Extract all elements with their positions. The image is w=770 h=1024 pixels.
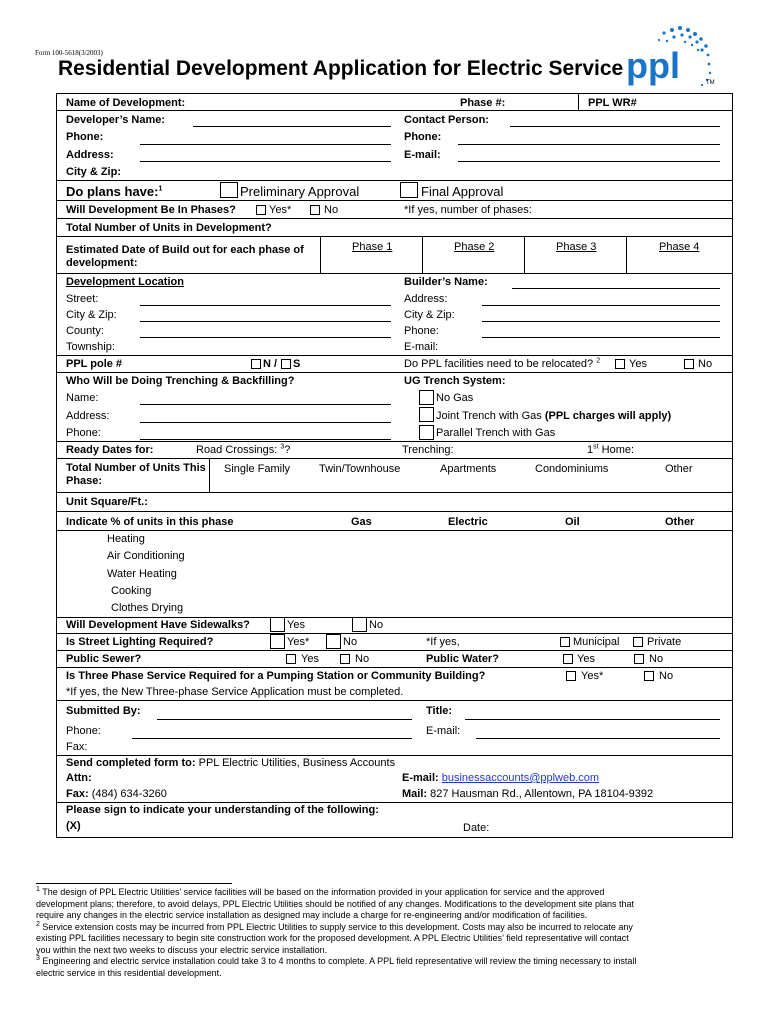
trench-address-field[interactable] (140, 422, 391, 423)
development-location-heading: Development Location (66, 276, 184, 288)
relocate-yes-checkbox[interactable] (615, 359, 625, 369)
three-phase-no-label: No (659, 670, 674, 682)
percent-row-heating: Heating (107, 533, 145, 545)
sidewalks-yes-label: Yes (287, 619, 305, 631)
contact-phone-label: Phone: (404, 131, 442, 143)
lighting-if-yes: *If yes, (426, 636, 460, 648)
plans-label: Do plans have:$^1$ (66, 184, 163, 199)
trenching-date-label: Trenching: (402, 444, 454, 456)
developer-address-field[interactable] (140, 161, 391, 162)
number-of-phases-label: *If yes, number of phases: (404, 204, 532, 216)
sidewalks-question: Will Development Have Sidewalks? (66, 619, 250, 631)
percent-col-electric: Electric (448, 516, 488, 528)
trenching-who-label: Who Will be Doing Trenching & Backfilling? (66, 375, 295, 387)
lighting-private-label: Private (647, 636, 682, 648)
form-number: Form 100-5618(3/2003) (35, 49, 103, 57)
phases-question: Will Development Be In Phases? (66, 204, 236, 216)
signature-x: (X) (66, 820, 81, 832)
page-title: Residential Development Application for Electric Service (58, 57, 624, 80)
contact-email-field[interactable] (458, 161, 720, 162)
percent-row-cooking: Cooking (111, 585, 152, 597)
developer-phone-field[interactable] (140, 144, 391, 145)
unit-type-single-family: Single Family (224, 463, 291, 475)
township-label: Township: (66, 341, 115, 353)
footnote-3b: electric service in this residential development. (36, 967, 222, 978)
sewer-no-checkbox[interactable] (340, 654, 350, 664)
lighting-yes-label: Yes* (287, 636, 310, 648)
street-label: Street: (66, 293, 99, 305)
pole-s-label: S (293, 358, 301, 370)
submitted-by-field[interactable] (157, 719, 412, 720)
phases-yes-label: Yes* (269, 204, 292, 216)
unit-square-feet-label: Unit Square/Ft.: (66, 496, 148, 508)
build-out-label: Estimated Date of Build out for each phase of development: (66, 244, 304, 269)
unit-type-apartments: Apartments (440, 463, 497, 475)
footnote-2b: existing PPL facilities necessary to begin site construction work for the proposed development. A PPL Electric Utilities’ field representative will contact (36, 933, 629, 943)
lighting-municipal-checkbox[interactable] (560, 637, 570, 647)
unit-type-condominiums: Condominiums (535, 463, 609, 475)
submitter-phone-field[interactable] (132, 738, 412, 739)
contact-phone-field[interactable] (458, 144, 720, 145)
contact-person-label: Contact Person: (404, 114, 489, 126)
three-phase-no-checkbox[interactable] (644, 671, 654, 681)
final-approval-checkbox[interactable] (400, 182, 418, 198)
trench-phone-field[interactable] (140, 439, 391, 440)
county-field[interactable] (140, 337, 391, 338)
phases-no-checkbox[interactable] (310, 205, 320, 215)
builder-city-zip-label: City & Zip: (404, 309, 455, 321)
build-phase-1: Phase 1 (352, 241, 393, 253)
footnote-1c: require any changes in the electric service installation as designed may include a charge for re-engineering and/or modification of facilities. (36, 910, 588, 920)
phases-yes-checkbox[interactable] (256, 205, 266, 215)
builder-city-zip-field[interactable] (482, 321, 720, 322)
title-field[interactable] (465, 719, 720, 720)
ppl-logo (622, 22, 722, 92)
percent-row-clothes-drying: Clothes Drying (111, 602, 184, 614)
pole-s-checkbox[interactable] (281, 359, 291, 369)
build-phase-3: Phase 3 (556, 241, 597, 253)
submitter-phone-label: Phone: (66, 725, 101, 737)
lighting-no-checkbox[interactable] (326, 634, 341, 649)
preliminary-approval-label: Preliminary Approval (240, 184, 360, 199)
sewer-yes-label: Yes (301, 653, 319, 665)
ug-trench-label: UG Trench System: (404, 375, 506, 387)
lighting-no-label: No (343, 636, 358, 648)
road-crossings-label: Road Crossings: $^3$? (196, 443, 291, 456)
builder-address-label: Address: (404, 293, 448, 305)
ready-dates-label: Ready Dates for: (66, 444, 154, 456)
unit-type-other: Other (665, 463, 693, 475)
three-phase-yes-checkbox[interactable] (566, 671, 576, 681)
sidewalks-no-label: No (369, 619, 384, 631)
parallel-trench-checkbox[interactable] (419, 425, 434, 440)
phase-number-label: Phase #: (460, 97, 506, 109)
relocate-no-checkbox[interactable] (684, 359, 694, 369)
joint-trench-label: Joint Trench with Gas (PPL charges will apply) (436, 410, 672, 422)
unit-type-twin-townhouse: Twin/Townhouse (319, 463, 401, 475)
build-phase-2: Phase 2 (454, 241, 495, 253)
developers-name-label: Developer’s Name: (66, 114, 166, 126)
water-yes-label: Yes (577, 653, 595, 665)
builder-email-label: E-mail: (404, 341, 439, 353)
three-phase-question: Is Three Phase Service Required for a Pumping Station or Community Building? (66, 670, 486, 682)
build-phase-4: Phase 4 (659, 241, 700, 253)
pole-n-checkbox[interactable] (251, 359, 261, 369)
lighting-municipal-label: Municipal (573, 636, 620, 648)
footnote-1: $^1$ The design of PPL Electric Utilities’ service facilities will be based on the information provided in your application for service and the approved (36, 886, 605, 897)
lighting-yes-checkbox[interactable] (270, 634, 285, 649)
trench-name-label: Name: (66, 392, 99, 404)
phases-no-label: No (324, 204, 339, 216)
logo-tm: TM (706, 80, 715, 86)
business-email-link[interactable]: businessaccounts@pplweb.com (441, 772, 600, 784)
footnote-2c: you within the next two weeks to discuss your electric service installation. (36, 944, 328, 955)
relocate-question: Do PPL facilities need to be relocated? $^2$ (404, 357, 601, 370)
three-phase-note: *If yes, the New Three-phase Service Application must be completed. (66, 686, 404, 698)
contact-person-field[interactable] (510, 126, 720, 127)
sidewalks-no-checkbox[interactable] (352, 617, 367, 632)
sewer-yes-checkbox[interactable] (286, 654, 296, 664)
developers-name-field[interactable] (193, 126, 391, 127)
location-city-zip-label: City & Zip: (66, 309, 117, 321)
public-water-question: Public Water? (426, 653, 499, 665)
send-mail: Mail: 827 Hausman Rd., Allentown, PA 18104-9392 (402, 788, 654, 800)
percent-row-water-heating: Water Heating (107, 568, 177, 580)
trench-phone-label: Phone: (66, 427, 101, 439)
builder-address-field[interactable] (482, 305, 720, 306)
final-approval-label: Final Approval (421, 184, 504, 199)
name-of-development-label: Name of Development: (66, 97, 186, 109)
water-yes-checkbox[interactable] (563, 654, 573, 664)
date-label: Date: (463, 822, 490, 834)
send-fax: Fax: (484) 634-3260 (66, 788, 167, 800)
percent-units-label: Indicate % of units in this phase (66, 516, 234, 528)
sign-label: Please sign to indicate your understanding of the following: (66, 804, 379, 816)
logo-text: ppl (626, 45, 680, 86)
trench-name-field[interactable] (140, 404, 391, 405)
send-email: E-mail: businessaccounts@pplweb.com (402, 772, 600, 784)
footnote-2: $^2$ Service extension costs may be incurred from PPL Electric Utilities to supply service to this development. Costs may also be incurred to relocate any (36, 920, 633, 932)
preliminary-approval-checkbox[interactable] (220, 182, 238, 198)
parallel-trench-label: Parallel Trench with Gas (436, 427, 556, 439)
builders-name-field[interactable] (512, 288, 720, 289)
relocate-no-label: No (698, 358, 713, 370)
submitter-email-label: E-mail: (426, 725, 461, 737)
pole-n-label: N / (263, 358, 278, 370)
county-label: County: (66, 325, 104, 337)
footnote-1b: development plans; therefore, to avoid delays, PPL Electric Utilities should be notified of any changes. Modifications to the development site plans that (36, 898, 635, 909)
no-gas-label: No Gas (436, 392, 474, 404)
three-phase-yes-label: Yes* (581, 670, 604, 682)
developer-address-label: Address: (66, 149, 114, 161)
submitted-by-label: Submitted By: (66, 705, 141, 717)
water-no-checkbox[interactable] (634, 654, 644, 664)
percent-col-other: Other (665, 516, 695, 528)
street-field[interactable] (140, 305, 391, 306)
submitter-email-field[interactable] (476, 738, 720, 739)
units-this-phase-label: Total Number of Units This Phase: (66, 462, 206, 487)
total-units-label: Total Number of Units in Development? (66, 222, 272, 234)
percent-row-air-conditioning: Air Conditioning (107, 550, 185, 562)
builders-name-label: Builder’s Name: (404, 276, 488, 288)
percent-col-oil: Oil (565, 516, 580, 528)
ppl-pole-label: PPL pole # (66, 358, 123, 370)
send-to-line: Send completed form to: PPL Electric Utilities, Business Accounts (66, 757, 396, 769)
contact-email-label: E-mail: (404, 149, 441, 161)
relocate-yes-label: Yes (629, 358, 647, 370)
sewer-no-label: No (355, 653, 370, 665)
street-lighting-question: Is Street Lighting Required? (66, 636, 214, 648)
submitter-fax-label: Fax: (66, 741, 88, 753)
developer-city-zip-label: City & Zip: (66, 166, 121, 178)
water-no-label: No (649, 653, 664, 665)
percent-col-gas: Gas (351, 516, 372, 528)
title-label: Title: (426, 705, 453, 717)
footnote-3: $^3$ Engineering and electric service installation could take 3 to 4 months to complete. A PPL field representative will review the timing necessary to install (36, 955, 637, 966)
first-home-label: 1st Home: (587, 443, 635, 456)
ppl-wr-label: PPL WR# (588, 97, 637, 109)
no-gas-checkbox[interactable] (419, 390, 434, 405)
attn-label: Attn: (66, 772, 92, 784)
developer-phone-label: Phone: (66, 131, 104, 143)
builder-phone-field[interactable] (482, 337, 720, 338)
public-sewer-question: Public Sewer? (66, 653, 142, 665)
sidewalks-yes-checkbox[interactable] (270, 617, 285, 632)
lighting-private-checkbox[interactable] (633, 637, 643, 647)
location-city-zip-field[interactable] (140, 321, 391, 322)
trench-address-label: Address: (66, 410, 110, 422)
builder-phone-label: Phone: (404, 325, 439, 337)
footnotes (36, 887, 736, 979)
joint-trench-checkbox[interactable] (419, 407, 434, 422)
